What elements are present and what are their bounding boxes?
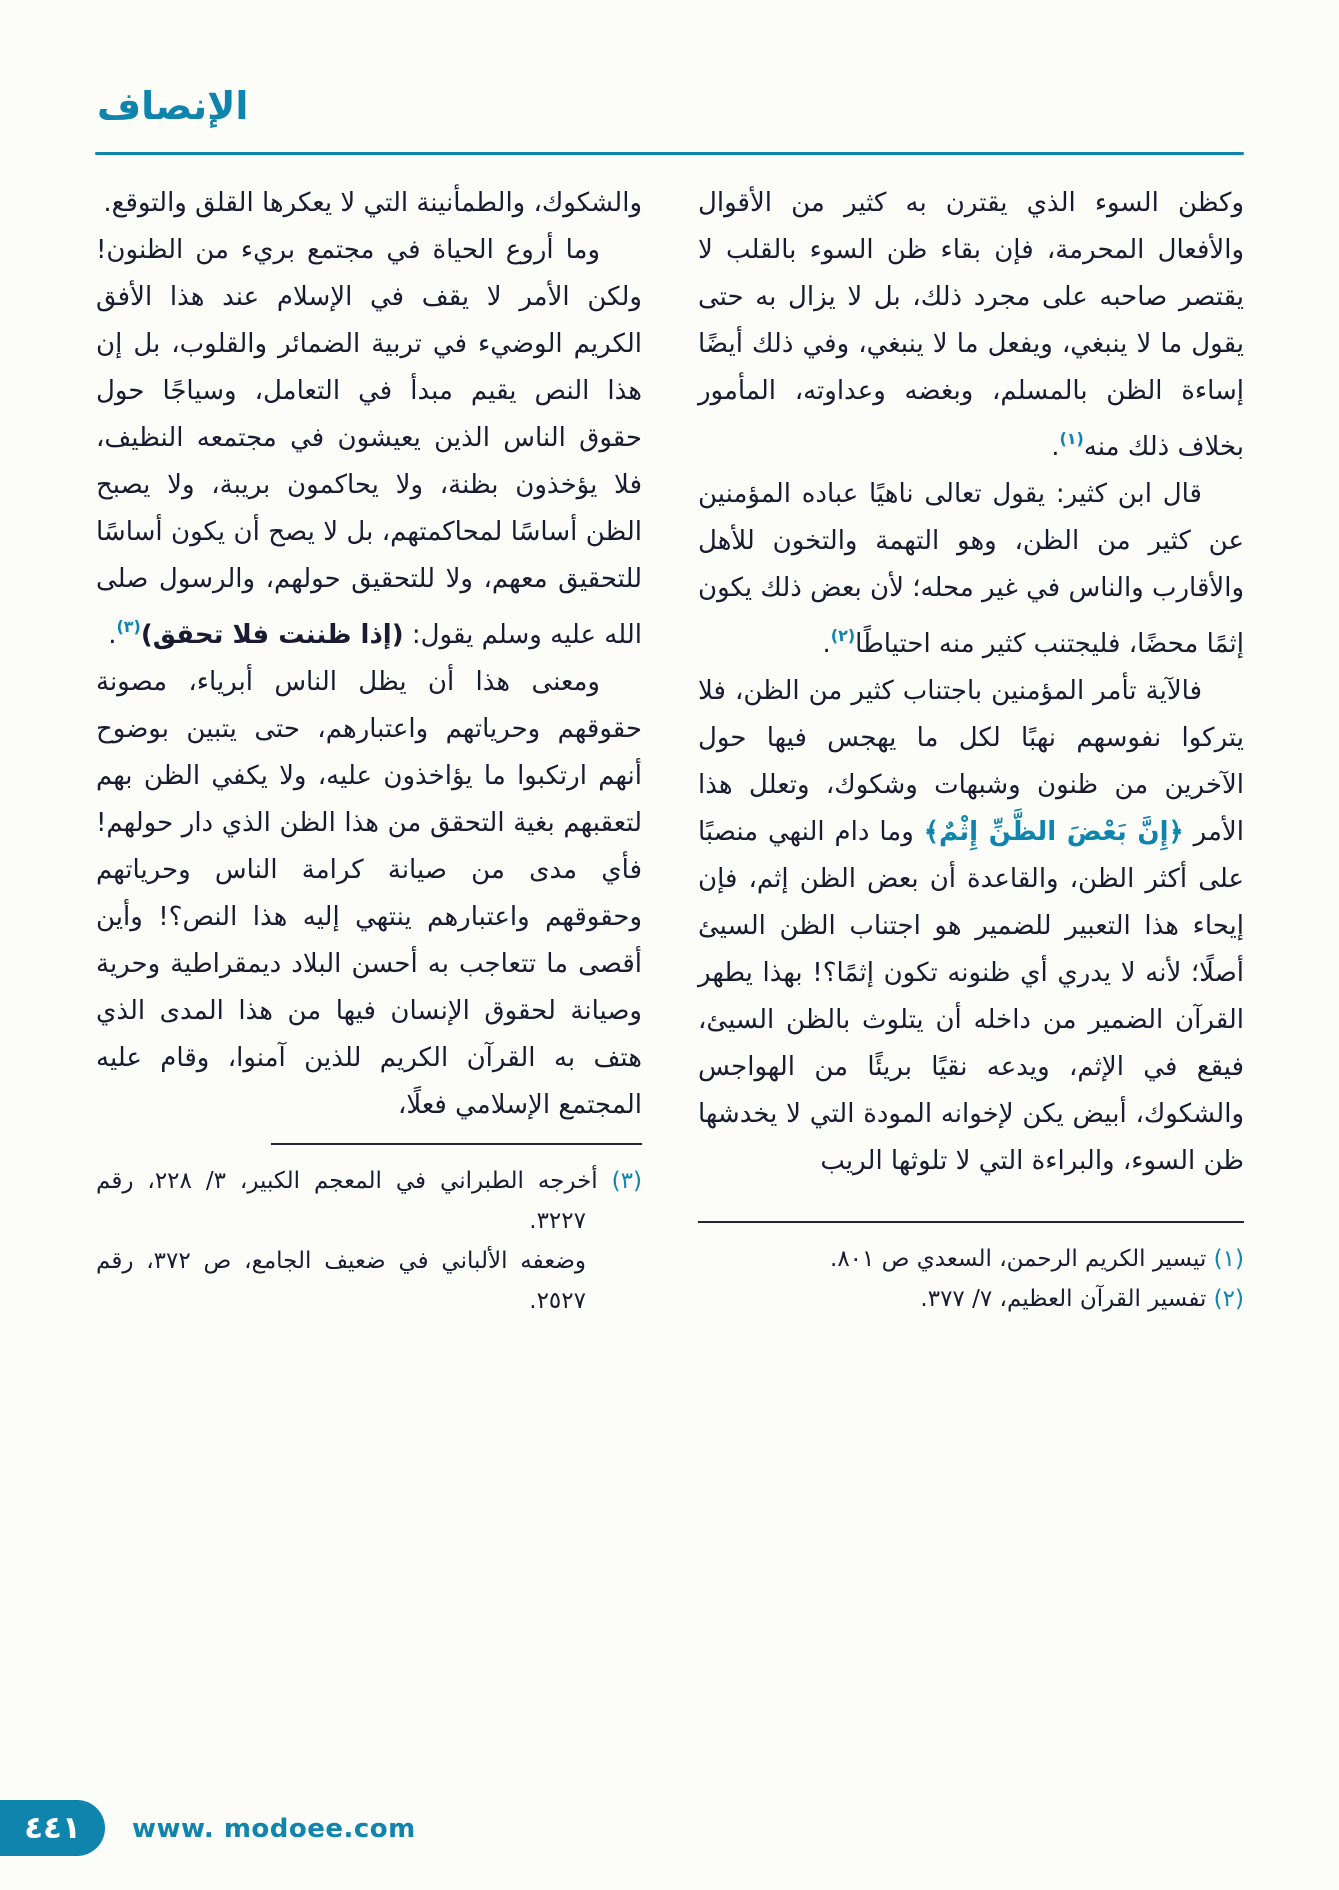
footnote-number: (١)	[1206, 1246, 1244, 1272]
page-title: الإنصاف	[97, 84, 249, 128]
body-paragraph	[689, 668, 1244, 1185]
footnote-block	[698, 1221, 1244, 1319]
text-run: .	[822, 629, 831, 659]
right-column	[689, 180, 1244, 1321]
footnote-rule	[698, 1221, 1244, 1223]
column-paragraphs	[689, 180, 1244, 1185]
page-content	[87, 180, 1244, 1321]
body-paragraph	[87, 659, 642, 1129]
footnote-marker: (٣)	[116, 617, 141, 636]
page-number-tab	[0, 1800, 105, 1856]
footnote-marker: (١)	[1059, 429, 1084, 448]
text-run: وما دام النهي منصبًا على أكثر الظن، والقاعدة أن بعض الظن إثم، فإن إيحاء هذا التعبير للضمير هو اجتناب الظن السيئ أصلًا؛ لأنه لا يدري أي ظنونه تكون إثمًا؟! بهذا يطهر القرآن الضمير من داخله أن يتلوث بالظن السيئ، فيقع في الإثم، ويدعه نقيًا بريئًا من الهواجس والشكوك، أبيض يكن لإخوانه المودة التي لا يخدشها ظن السوء، والبراءة التي لا تلوثها الريب	[689, 817, 1244, 1176]
footnote	[88, 1241, 642, 1321]
text-run: فالآية تأمر المؤمنين باجتناب كثير من الظن، فلا يتركوا نفوسهم نهبًا لكل ما يهجس فيها حول الآخرين من ظنون وشبهات وشكوك، وتعلل هذا الأمر	[689, 676, 1244, 847]
page-number: ٤٤١	[24, 1810, 81, 1846]
footnote	[698, 1279, 1244, 1319]
column-footnotes	[88, 1161, 642, 1321]
footnote-rule	[271, 1143, 642, 1145]
body-paragraph	[87, 227, 642, 659]
text-run: وضعفه الألباني في ضعيف الجامع، ص ٣٧٢، رقم ٢٥٢٧.	[88, 1248, 586, 1314]
header-divider	[95, 152, 1244, 155]
text-run: تفسير القرآن العظيم، ٧/ ٣٧٧.	[920, 1286, 1207, 1312]
text-run: أخرجه الطبراني في المعجم الكبير، ٣/ ٢٢٨، رقم ٣٢٢٧.	[88, 1168, 598, 1234]
left-column	[87, 180, 642, 1321]
text-run: والشكوك، والطمأنينة التي لا يعكرها القلق والتوقع.	[103, 188, 642, 218]
text-run: تيسير الكريم الرحمن، السعدي ص ٨٠١.	[830, 1246, 1207, 1272]
quran-verse: ﴿إِنَّ بَعْضَ الظَّنِّ إِثْمٌ﴾	[923, 817, 1184, 847]
website-url: www. modoee.com	[132, 1814, 416, 1844]
column-footnotes	[698, 1239, 1244, 1319]
footnote	[698, 1239, 1244, 1279]
body-paragraph	[689, 180, 1244, 471]
text-run: ومعنى هذا أن يظل الناس أبرياء، مصونة حقوقهم وحرياتهم واعتبارهم، حتى يتبين بوضوح أنهم ارتكبوا ما يؤاخذون عليه، ولا يكفي الظن بهم لتعقبهم بغية التحقق من هذا الظن الذي دار حولهم! فأي مدى من صيانة كرامة الناس وحرياتهم وحقوقهم واعتبارهم ينتهي إليه هذا النص؟! وأين أقصى ما تتعاجب به أحسن البلاد ديمقراطية وحرية وصيانة لحقوق الإنسان فيها من هذا المدى الذي هتف به القرآن الكريم للذين آمنوا، وقام عليه المجتمع الإسلامي فعلًا،	[87, 667, 642, 1120]
text-run: .	[108, 620, 117, 650]
text-run: وكظن السوء الذي يقترن به كثير من الأقوال والأفعال المحرمة، فإن بقاء ظن السوء بالقلب لا يقتصر صاحبه على مجرد ذلك، بل لا يزال به حتى يقول ما لا ينبغي، ويفعل ما لا ينبغي، وفي ذلك أيضًا إساءة الظن بالمسلم، وبغضه وعداوته، المأمور بخلاف ذلك منه	[689, 188, 1244, 462]
footnote-marker: (٢)	[830, 626, 856, 645]
footnote-block	[88, 1143, 642, 1321]
text-run: .	[1051, 432, 1060, 462]
hadith-quote: (إذا ظننت فلا تحقق)	[140, 620, 404, 650]
body-paragraph	[689, 471, 1244, 668]
body-paragraph	[96, 180, 642, 227]
footnote	[88, 1161, 642, 1241]
text-run: قال ابن كثير: يقول تعالى ناهيًا عباده المؤمنين عن كثير من الظن، وهو التهمة والتخون للأهل والأقارب والناس في غير محله؛ لأن بعض ذلك يكون إثمًا محضًا، فليجتنب كثير منه احتياطًا	[689, 479, 1244, 659]
footnote-number: (٣)	[597, 1168, 642, 1194]
text-run: وما أروع الحياة في مجتمع بريء من الظنون! ولكن الأمر لا يقف في الإسلام عند هذا الأفق الكريم الوضيء في تربية الضمائر والقلوب، بل إن هذا النص يقيم مبدأ في التعامل، وسياجًا حول حقوق الناس الذين يعيشون في مجتمعه النظيف، فلا يؤخذون بظنة، ولا يحاكمون بريبة، ولا يصبح الظن أساسًا لمحاكمتهم، بل لا يصح أن يكون أساسًا للتحقيق معهم، ولا للتحقيق حولهم، والرسول صلى الله عليه وسلم يقول:	[87, 235, 642, 650]
footnote-number: (٢)	[1206, 1286, 1244, 1312]
column-paragraphs	[87, 180, 642, 1129]
